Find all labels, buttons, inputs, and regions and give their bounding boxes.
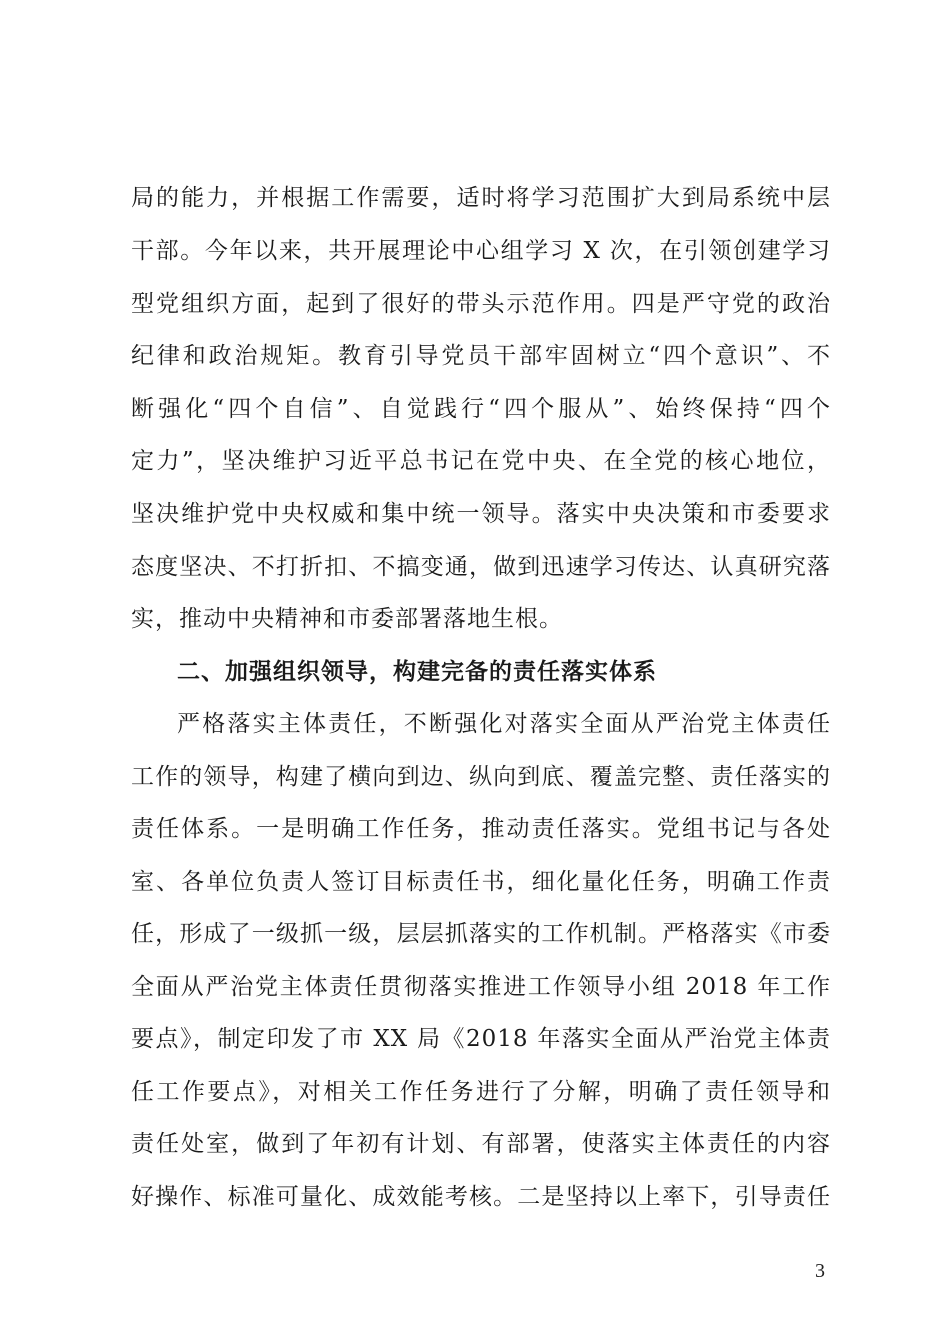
body-text-line: 任，形成了一级抓一级，层层抓落实的工作机制。严格落实《市委 xyxy=(131,921,831,947)
body-text-line: 好操作、标准可量化、成效能考核。二是坚持以上率下，引导责任 xyxy=(131,1184,831,1210)
body-text-line: 局的能力，并根据工作需要，适时将学习范围扩大到局系统中层 xyxy=(131,185,831,211)
body-text-line: 纪律和政治规矩。教育引导党员干部牢固树立“四个意识”、不 xyxy=(131,343,831,369)
body-text-line: 定力”，坚决维护习近平总书记在党中央、在全党的核心地位， xyxy=(131,448,831,474)
body-text-line: 型党组织方面，起到了很好的带头示范作用。四是严守党的政治 xyxy=(131,291,831,317)
body-text-line: 全面从严治党主体责任贯彻落实推进工作领导小组 2018 年工作 xyxy=(131,974,831,1000)
body-text-line: 坚决维护党中央权威和集中统一领导。落实中央决策和市委要求 xyxy=(131,501,831,527)
body-text-line: 要点》，制定印发了市 XX 局《2018 年落实全面从严治党主体责 xyxy=(131,1026,831,1052)
body-text-line: 断强化“四个自信”、自觉践行“四个服从”、始终保持“四个 xyxy=(131,396,831,422)
body-text-line: 实，推动中央精神和市委部署落地生根。 xyxy=(131,606,563,632)
page-number: 3 xyxy=(815,1260,825,1282)
body-text-line: 干部。今年以来，共开展理论中心组学习 X 次，在引领创建学习 xyxy=(131,238,831,264)
body-text-line: 态度坚决、不打折扣、不搞变通，做到迅速学习传达、认真研究落 xyxy=(131,554,831,580)
body-text-line: 工作的领导，构建了横向到边、纵向到底、覆盖完整、责任落实的 xyxy=(131,764,831,790)
body-text-line: 任工作要点》，对相关工作任务进行了分解，明确了责任领导和 xyxy=(131,1079,831,1105)
body-text-line: 室、各单位负责人签订目标责任书，细化量化任务，明确工作责 xyxy=(131,869,831,895)
body-text-line: 严格落实主体责任，不断强化对落实全面从严治党主体责任 xyxy=(177,711,831,737)
body-text-line: 责任处室，做到了年初有计划、有部署，使落实主体责任的内容 xyxy=(131,1131,831,1157)
body-text-line: 责任体系。一是明确工作任务，推动责任落实。党组书记与各处 xyxy=(131,816,831,842)
section-heading: 二、加强组织领导，构建完备的责任落实体系 xyxy=(177,659,657,685)
